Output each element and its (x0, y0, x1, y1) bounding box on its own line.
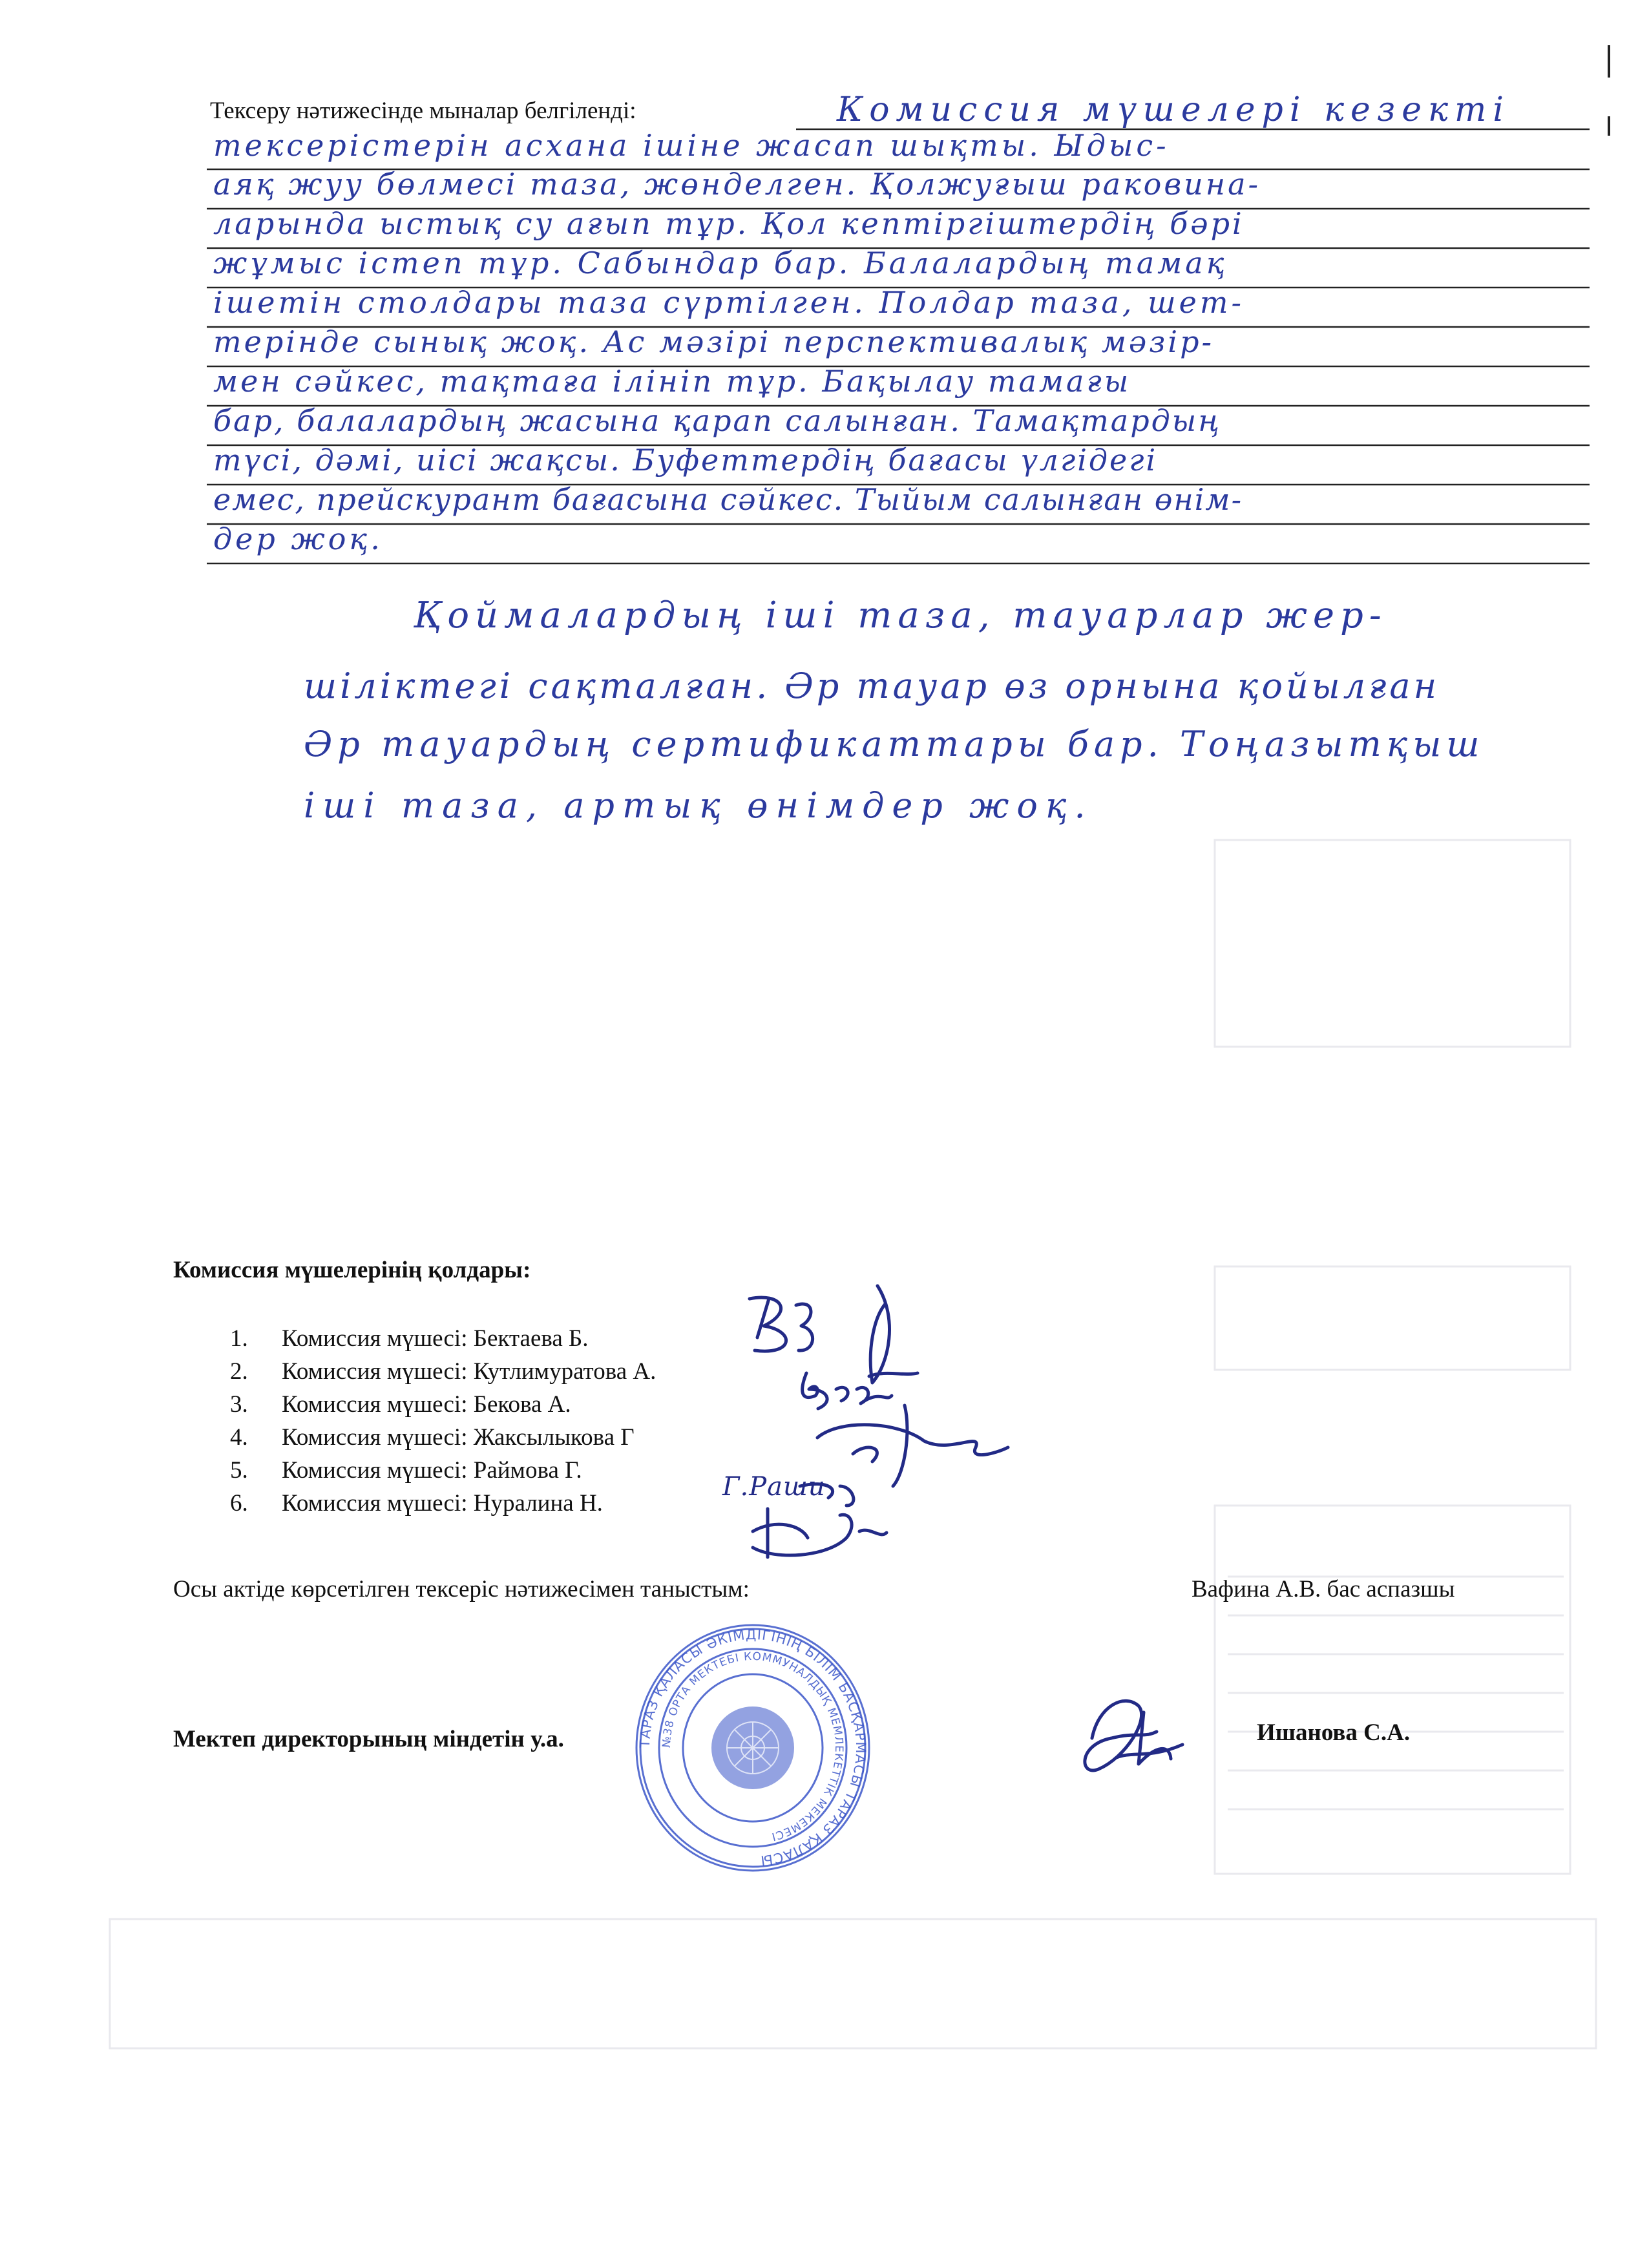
handwritten-line: ішетін столдары таза сүртілген. Полдар таза, шет- (213, 285, 1245, 320)
handwritten-line: Әр тауардың сертификаттары бар. Тоңазытқыш (304, 724, 1485, 764)
signature-bektaeva (750, 1297, 813, 1351)
scan-marks (1596, 39, 1622, 142)
signature-bekova (803, 1373, 892, 1409)
handwritten-line: бар, балалардың жасына қарап салынған. Тамақтардың (213, 403, 1222, 438)
member-name: Комиссия мүшесі: Бекова А. (282, 1391, 571, 1418)
handwritten-line: Комиссия мүшелері кезекті (837, 90, 1510, 129)
signature-director (1085, 1701, 1182, 1770)
commission-members-list (230, 1322, 656, 1520)
findings-label: Тексеру нәтижесінде мыналар белгіленді: (210, 98, 636, 124)
member-item: 3. Комиссия мүшесі: Бекова А. (230, 1391, 571, 1418)
signatures-heading: Комиссия мүшелерінің қолдары: (173, 1257, 531, 1283)
handwritten-line: шіліктегі сақталған. Әр тауар өз орнына қойылған (304, 666, 1440, 706)
handwritten-line: дер жоқ. (213, 521, 383, 556)
member-name: Комиссия мүшесі: Жаксылыкова Г (282, 1424, 635, 1451)
signature-zhaksylykova (817, 1405, 1008, 1486)
member-item: 1. Комиссия мүшесі: Бектаева Б. (230, 1325, 589, 1352)
member-item: 4. Комиссия мүшесі: Жаксылыкова Г (230, 1424, 635, 1451)
handwritten-line: Қоймалардың іші таза, тауарлар жер- (414, 594, 1387, 636)
member-item: 5. Комиссия мүшесі: Раймова Г. (230, 1457, 582, 1484)
member-name: Комиссия мүшесі: Кутлимуратова А. (282, 1358, 656, 1385)
member-item: 6. Комиссия мүшесі: Нуралина Н. (230, 1490, 603, 1517)
director-role: Мектеп директорының міндетін у.а. (173, 1726, 564, 1752)
member-name: Комиссия мүшесі: Бектаева Б. (282, 1325, 589, 1352)
member-item: 2. Комиссия мүшесі: Кутлимуратова А. (230, 1358, 656, 1385)
handwritten-line: мен сәйкес, тақтаға ілініп тұр. Бақылау тамағы (213, 364, 1131, 399)
handwritten-signature-name: Г.Раши (722, 1472, 826, 1502)
member-name: Комиссия мүшесі: Раймова Г. (282, 1457, 582, 1484)
stamp-outer-text: ТАРАЗ ҚАЛАСЫ ӘКІМДІГІНІҢ БІЛІМ БАСҚАРМАСЫ ТАРАЗ ҚАЛАСЫ (636, 1626, 869, 1869)
official-stamp (630, 1619, 876, 1877)
acknowledgement-name: Вафина А.В. бас аспазшы (1192, 1576, 1455, 1602)
handwritten-line: тексерістерін асхана ішіне жасап шықты. Ыдыс- (213, 128, 1170, 163)
signature-kutlimuratova (869, 1286, 918, 1383)
handwritten-line: іші таза, артық өнімдер жоқ. (304, 785, 1093, 826)
handwritten-line: аяқ жуу бөлмесі таза, жөнделген. Қолжуғыш раковина- (213, 167, 1261, 202)
director-name: Ишанова С.А. (1257, 1719, 1411, 1746)
acknowledgement-text: Осы актіде көрсетілген тексеріс нәтижесімен таныстым: (173, 1576, 750, 1602)
handwritten-line: емес, прейскурант бағасына сәйкес. Тыйым салынған өнім- (213, 482, 1243, 517)
member-name: Комиссия мүшесі: Нуралина Н. (282, 1490, 603, 1517)
stamp-inner-text: №38 ОРТА МЕКТЕБІ КОММУНАЛДЫҚ МЕМЛЕКЕТТІК МЕКЕМЕСІ (660, 1650, 846, 1843)
handwritten-line: терінде сынық жоқ. Ас мәзірі перспективалық мәзір- (213, 324, 1215, 359)
handwritten-line: түсі, дәмі, иісі жақсы. Буфеттердің бағасы үлгідегі (213, 443, 1158, 478)
handwritten-line: жұмыс істеп тұр. Сабындар бар. Балалардың тамақ (213, 246, 1228, 280)
signature-nuralina (753, 1509, 887, 1557)
handwritten-line: ларында ыстық су ағып тұр. Қол кептіргіштердің бәрі (213, 206, 1245, 241)
